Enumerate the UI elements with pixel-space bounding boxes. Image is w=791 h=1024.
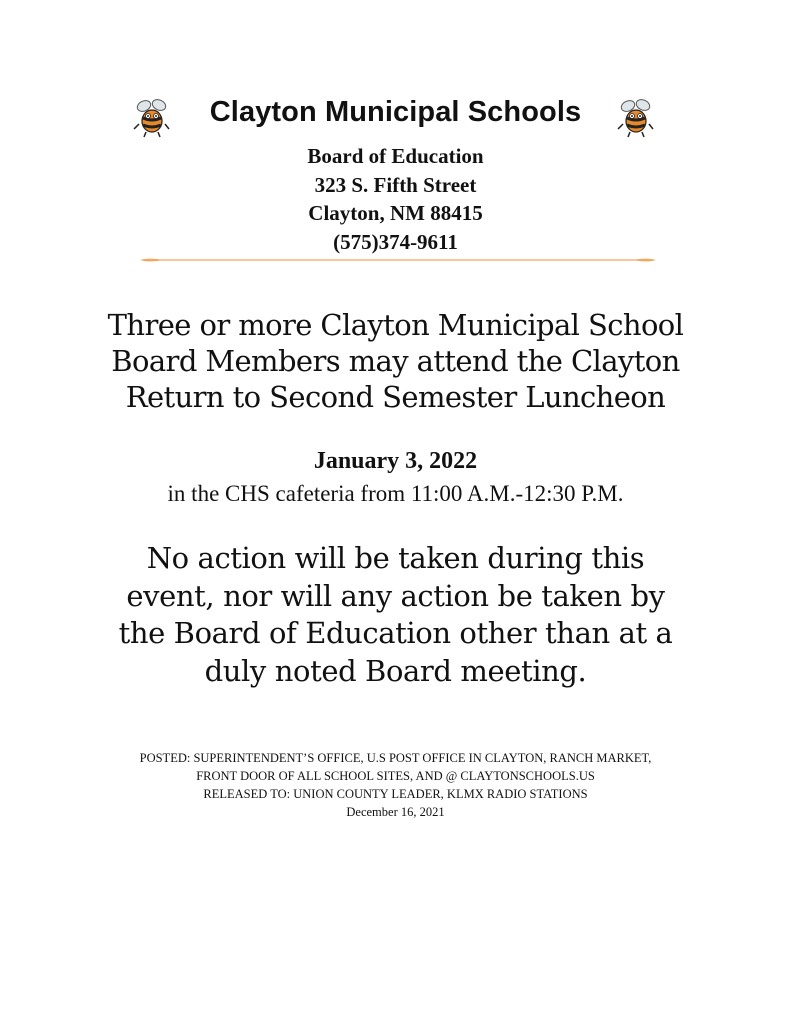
release-date: December 16, 2021 xyxy=(346,805,445,819)
address-line: Clayton, NM 88415 xyxy=(308,201,483,225)
posted-locations: POSTED: SUPERINTENDENT’S OFFICE, U.S POST OFFICE IN CLAYTON, RANCH MARKET, xyxy=(139,751,652,765)
headline-line: Return to Second Semester Luncheon xyxy=(125,380,666,414)
header-divider xyxy=(140,255,656,265)
headline-line: Three or more Clayton Municipal School xyxy=(107,308,684,342)
released-to: RELEASED TO: UNION COUNTY LEADER, KLMX RADIO STATIONS xyxy=(203,787,588,801)
hornet-mascot-icon xyxy=(614,96,656,138)
event-date: January 3, 2022 xyxy=(313,448,478,474)
headline-line: Board Members may attend the Clayton xyxy=(111,344,680,378)
phone-number: (575)374-9611 xyxy=(333,229,458,254)
notice-line: No action will be taken during this xyxy=(146,541,645,575)
no-action-notice xyxy=(0,540,791,690)
announcement-headline xyxy=(0,307,791,415)
address-line: Board of Education xyxy=(307,144,484,168)
notice-line: event, nor will any action be taken by xyxy=(126,578,665,613)
posting-footer xyxy=(0,749,791,821)
notice-line: duly noted Board meeting. xyxy=(204,653,587,688)
notice-line: the Board of Education other than at a xyxy=(118,616,673,650)
board-address-block xyxy=(0,142,791,256)
event-location: in the CHS cafeteria from 11:00 A.M.-12:30 P.M. xyxy=(167,481,624,506)
school-name-title: Clayton Municipal Schools xyxy=(209,96,582,128)
posted-locations: FRONT DOOR OF ALL SCHOOL SITES, AND @ CLAYTONSCHOOLS.US xyxy=(196,769,595,783)
address-line: 323 S. Fifth Street xyxy=(314,172,477,197)
